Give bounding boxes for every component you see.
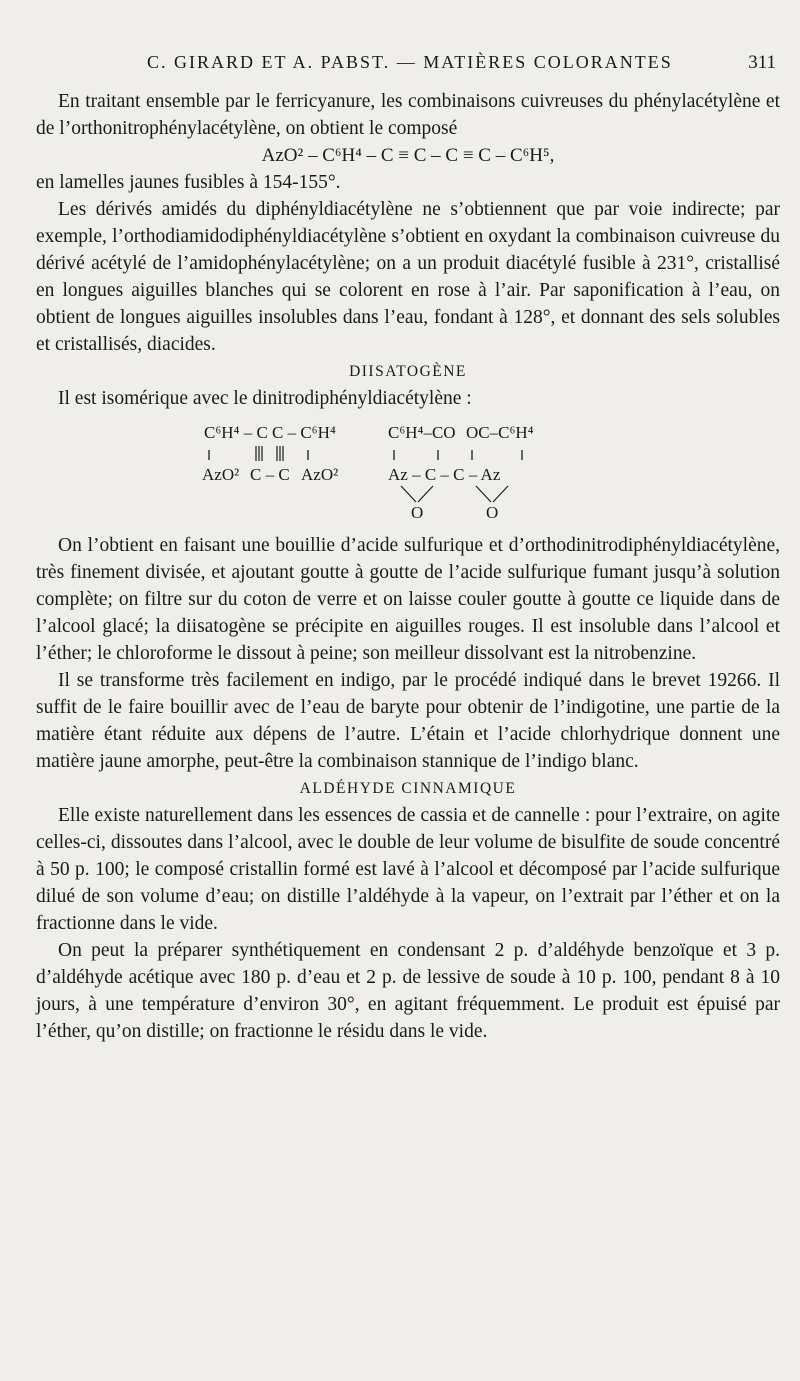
- page-body: [36, 88, 780, 1045]
- section-heading-aldehyde-cinnamique: ALDÉHYDE CINNAMIQUE: [299, 780, 517, 797]
- left-bottom-mid: C – C: [250, 465, 290, 484]
- paragraph-4: On l’obtient en faisant une bouillie d’acide sulfurique et d’orthodinitrodiphényldiacétylène, très finement divisée, et ajoutant goutte à goutte de l’acide sulfurique fumant jusqu’à solution complète; on filtre sur du coton de verre et on laisse couler goutte à goutte ce liquide dans de l’alcool glacé; la diisatogène se précipite en aiguilles rouges. Il est insoluble dans l’alcool et l’éther; le chloroforme le dissout à peine; son meilleur dissolvant est la nitrobenzine.: [36, 535, 780, 664]
- paragraph-2: Les dérivés amidés du diphényldiacétylène ne s’obtiennent que par voie indirecte; par exemple, l’orthodiamidodiphényldiacétylène s’obtient en oxydant la combinaison cuivreuse du dérivé acétylé de l’amidophénylacétylène; on a un produit diacétylé fusible à 231°, cristallisé en longues aiguilles blanches qui se colorent en rose à l’air. Par saponification à l’eau, on obtient de longues aiguilles insolubles dans l’eau, fondant à 128°, et donnant des sels solubles et cristallisés, diacides.: [36, 199, 780, 355]
- right-bond-o1-right: [418, 486, 433, 502]
- left-bottom-b: AzO²: [301, 465, 339, 484]
- paragraph-3: Il est isomérique avec le dinitrodiphényldiacétylène :: [58, 388, 472, 409]
- paragraph-1-end: en lamelles jaunes fusibles à 154-155°.: [36, 172, 341, 193]
- right-bond-o2-left: [476, 486, 491, 502]
- right-oxygen-1: O: [411, 503, 424, 520]
- paragraph-1: En traitant ensemble par le ferricyanure, les combinaisons cuivreuses du phénylacétylène et de l’orthonitrophénylacétylène, on obtient le composé: [36, 91, 780, 139]
- left-top-a: C⁶H⁴ – C: [204, 423, 268, 442]
- right-bond-o2-right: [493, 486, 508, 502]
- right-top-a: C⁶H⁴–CO: [388, 423, 456, 442]
- right-top-b: OC–C⁶H⁴: [466, 423, 534, 442]
- page-header: [0, 52, 800, 82]
- page-number: 311: [748, 52, 776, 73]
- left-bottom-a: AzO²: [202, 465, 240, 484]
- right-oxygen-2: O: [486, 503, 499, 520]
- formula-nitro-diacetylene: AzO² – C⁶H⁴ – C ≡ C – C ≡ C – C⁶H⁵,: [261, 145, 555, 166]
- right-bond-o1-left: [401, 486, 416, 502]
- paragraph-6: Elle existe naturellement dans les essences de cassia et de cannelle : pour l’extraire, on agite celles-ci, dissoutes dans l’alcool, avec le double de leur volume de bisulfite de soude concentré à 50 p. 100; le composé cristallin formé est lavé à l’alcool et décomposé par l’acide sulfurique dilué de son volume d’eau; on distille l’aldéhyde à la vapeur, on l’extrait par l’éther et on la fractionne dans le vide.: [36, 805, 780, 934]
- structural-formulas-drawing: [36, 418, 780, 520]
- paragraph-7: On peut la préparer synthétiquement en condensant 2 p. d’aldéhyde benzoïque et 3 p. d’aldéhyde acétique avec 180 p. d’eau et 2 p. de lessive de soude à 10 p. 100, pendant 8 à 10 jours, à une température d’environ 30°, en agitant fréquemment. Le produit est épuisé par l’éther, qu’on distille; on fractionne le résidu dans le vide.: [36, 940, 780, 1042]
- running-head: C. GIRARD ET A. PABST. — MATIÈRES COLORANTES: [147, 52, 673, 72]
- structural-formulas: [36, 418, 780, 520]
- section-heading-diisatogene: DIISATOGÈNE: [349, 363, 467, 380]
- right-bottom: Az – C – C – Az: [388, 465, 501, 484]
- paragraph-5: Il se transforme très facilement en indigo, par le procédé indiqué dans le brevet 19266. Il suffit de le faire bouillir avec de l’eau de baryte pour obtenir de l’indigotine, une partie de la matière étant réduite aux dépens de l’autre. L’étain et l’acide chlorhydrique donnent une matière jaune amorphe, peut-être la combinaison stannique de l’indigo blanc.: [36, 670, 780, 772]
- left-top-b: C – C⁶H⁴: [272, 423, 336, 442]
